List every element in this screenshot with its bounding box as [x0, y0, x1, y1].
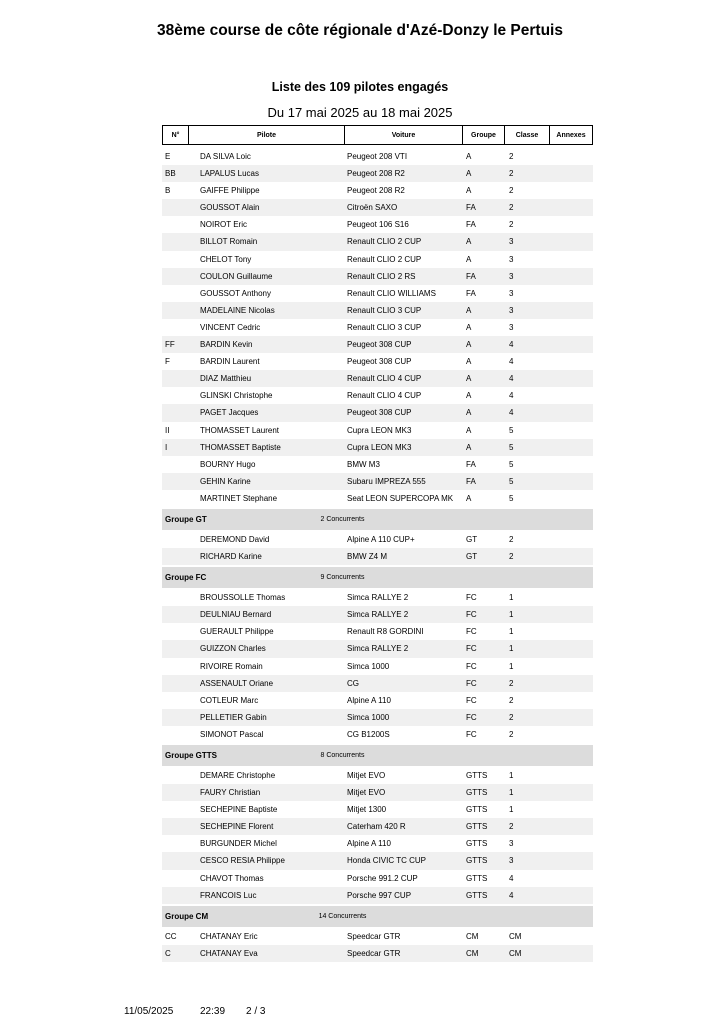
pilot-name: BROUSSOLLE Thomas	[200, 593, 286, 603]
car-name: Simca RALLYE 2	[347, 593, 409, 603]
group-cell: GT	[466, 552, 478, 562]
group-cell: CM	[466, 948, 479, 958]
class-cell: 4	[509, 340, 514, 350]
pilot-name: RICHARD Karine	[200, 552, 262, 562]
class-cell: 2	[509, 203, 514, 213]
pilot-name: CHELOT Tony	[200, 254, 252, 264]
table-row	[162, 473, 593, 490]
group-name: Groupe GT	[165, 514, 207, 524]
class-cell: 4	[509, 408, 514, 418]
group-cell: FA	[466, 271, 476, 281]
group-cell: FC	[466, 661, 477, 671]
table-row	[162, 182, 593, 199]
table-row	[162, 404, 593, 421]
group-cell: FC	[466, 712, 477, 722]
footer-date: 11/05/2025	[124, 1006, 174, 1017]
class-cell: CM	[509, 948, 522, 958]
pilot-name: SECHEPINE Florent	[200, 822, 274, 832]
table-row	[162, 726, 593, 743]
pilot-name: BILLOT Romain	[200, 237, 258, 247]
pilot-name: GLINSKI Christophe	[200, 391, 273, 401]
pilot-name: DA SILVA Loic	[200, 152, 251, 161]
header-number: N°	[163, 126, 189, 144]
table-row	[162, 623, 593, 640]
table-row	[162, 606, 593, 623]
table-row	[162, 870, 593, 887]
class-cell: 5	[509, 442, 514, 452]
group-cell: GT	[466, 534, 478, 544]
group-cell: A	[466, 493, 472, 503]
car-name: CG	[347, 678, 359, 688]
group-cell: A	[466, 340, 472, 350]
pilot-name: BARDIN Laurent	[200, 357, 260, 367]
pilot-name: BARDIN Kevin	[200, 340, 253, 350]
car-name: BMW M3	[347, 459, 380, 469]
table-row	[162, 285, 593, 302]
pilot-name: CHATANAY Eva	[200, 948, 258, 958]
group-cell: CM	[466, 931, 479, 941]
header-car: Voiture	[345, 126, 463, 144]
pilot-number: E	[165, 152, 171, 161]
pilot-name: LAPALUS Lucas	[200, 169, 259, 179]
class-cell: 1	[509, 661, 514, 671]
table-row	[162, 887, 593, 904]
car-name: Caterham 420 R	[347, 822, 406, 832]
pilot-name: GUERAULT Philippe	[200, 627, 274, 637]
pilot-name: ASSENAULT Oriane	[200, 678, 274, 688]
car-name: Simca 1000	[347, 661, 390, 671]
group-cell: FA	[466, 459, 476, 469]
car-name: Speedcar GTR	[347, 931, 401, 941]
pilot-name: COULON Guillaume	[200, 271, 273, 281]
pilot-name: NOIROT Eric	[200, 220, 247, 230]
class-cell: 3	[509, 254, 514, 264]
pilot-name: BOURNY Hugo	[200, 459, 256, 469]
car-name: Speedcar GTR	[347, 948, 401, 958]
class-cell: 4	[509, 374, 514, 384]
pilot-name: CHAVOT Thomas	[200, 873, 264, 883]
group-cell: FA	[466, 220, 476, 230]
pilot-number: F	[165, 357, 170, 367]
pilot-name: CESCO RESIA Philippe	[200, 856, 285, 866]
table-row	[162, 233, 593, 250]
table-row	[162, 199, 593, 216]
pilot-name: DEMARE Christophe	[200, 771, 276, 780]
pilot-name: DEULNIAU Bernard	[200, 610, 272, 620]
car-name: Subaru IMPREZA 555	[347, 476, 426, 486]
table-row	[162, 216, 593, 233]
group-name: Groupe FC	[165, 573, 207, 583]
group-header	[162, 745, 593, 766]
pilot-name: COTLEUR Marc	[200, 695, 259, 705]
class-cell: 3	[509, 271, 514, 281]
group-cell: FC	[466, 695, 477, 705]
car-name: Peugeot 208 VTI	[347, 152, 408, 161]
pilot-name: PELLETIER Gabin	[200, 712, 267, 722]
class-cell: 2	[509, 552, 514, 562]
car-name: Cupra LEON MK3	[347, 442, 412, 452]
car-name: Mitjet 1300	[347, 805, 387, 815]
class-cell: 2	[509, 534, 514, 544]
class-cell: 2	[509, 169, 514, 179]
document-subtitle: Liste des 109 pilotes engagés	[271, 80, 449, 94]
pilot-name: MARTINET Stephane	[200, 493, 278, 503]
header-class: Classe	[505, 126, 550, 144]
class-cell: CM	[509, 931, 522, 941]
car-name: Renault CLIO 3 CUP	[347, 305, 422, 315]
table-row	[162, 268, 593, 285]
car-name: Renault CLIO 4 CUP	[347, 391, 422, 401]
group-cell: FC	[466, 644, 477, 654]
class-cell: 2	[509, 695, 514, 705]
table-row	[162, 589, 593, 606]
pilot-number: II	[165, 425, 170, 435]
pilot-table	[162, 148, 593, 962]
table-row	[162, 422, 593, 439]
pilot-number: B	[165, 186, 171, 196]
group-count: 9 Concurrents	[320, 574, 365, 582]
class-cell: 2	[509, 729, 514, 739]
class-cell: 1	[509, 644, 514, 654]
table-row	[162, 336, 593, 353]
pilot-number: FF	[165, 340, 175, 350]
table-row	[162, 490, 593, 507]
pilot-name: FRANCOIS Luc	[200, 890, 257, 900]
table-row	[162, 640, 593, 657]
class-cell: 1	[509, 788, 514, 798]
table-row	[162, 251, 593, 268]
pilot-name: GUIZZON Charles	[200, 644, 266, 654]
group-cell: FC	[466, 627, 477, 637]
group-cell: FA	[466, 203, 476, 213]
table-row	[162, 439, 593, 456]
table-row	[162, 835, 593, 852]
group-cell: FA	[466, 288, 476, 298]
class-cell: 4	[509, 357, 514, 367]
class-cell: 5	[509, 425, 514, 435]
class-cell: 1	[509, 593, 514, 603]
table-row	[162, 148, 593, 165]
pilot-name: GAIFFE Philippe	[200, 186, 260, 196]
pilot-name: MADELAINE Nicolas	[200, 305, 275, 315]
group-cell: GTTS	[466, 856, 488, 866]
pilot-number: I	[165, 442, 168, 452]
pilot-name: SIMONOT Pascal	[200, 729, 264, 739]
group-cell: FC	[466, 610, 477, 620]
car-name: Renault CLIO 3 CUP	[347, 322, 422, 332]
pilot-name: VINCENT Cedric	[200, 322, 261, 332]
header-pilot: Pilote	[189, 126, 345, 144]
group-cell: GTTS	[466, 771, 488, 780]
class-cell: 2	[509, 822, 514, 832]
car-name: Peugeot 208 R2	[347, 186, 405, 196]
group-cell: A	[466, 186, 472, 196]
group-cell: FC	[466, 678, 477, 688]
pilot-name: THOMASSET Baptiste	[200, 442, 281, 452]
group-name: Groupe GTTS	[165, 751, 217, 760]
car-name: CG B1200S	[347, 729, 390, 739]
car-name: Mitjet EVO	[347, 771, 386, 780]
group-cell: FC	[466, 729, 477, 739]
group-cell: A	[466, 254, 472, 264]
car-name: Simca 1000	[347, 712, 390, 722]
class-cell: 2	[509, 186, 514, 196]
table-row	[162, 928, 593, 945]
class-cell: 4	[509, 873, 514, 883]
table-row	[162, 675, 593, 692]
class-cell: 4	[509, 890, 514, 900]
header-annexes: Annexes	[556, 131, 586, 139]
car-name: Renault CLIO 2 RS	[347, 271, 416, 281]
car-name: Peugeot 106 S16	[347, 220, 409, 230]
group-count: 14 Concurrents	[318, 912, 367, 920]
pilot-number: BB	[165, 169, 176, 179]
group-cell: GTTS	[466, 788, 488, 798]
group-count: 8 Concurrents	[320, 752, 365, 759]
group-cell: A	[466, 305, 472, 315]
car-name: Alpine A 110	[347, 695, 391, 705]
car-name: Renault CLIO 4 CUP	[347, 374, 422, 384]
car-name: Mitjet EVO	[347, 788, 386, 798]
table-row	[162, 387, 593, 404]
table-row	[162, 456, 593, 473]
car-name: Alpine A 110 CUP+	[347, 534, 415, 544]
car-name: Peugeot 308 CUP	[347, 357, 412, 367]
pilot-name: THOMASSET Laurent	[200, 425, 279, 435]
footer-page: 2 / 3	[246, 1006, 266, 1017]
group-header	[162, 567, 593, 588]
class-cell: 2	[509, 152, 514, 161]
group-cell: A	[466, 442, 472, 452]
pilot-name: GEHIN Karine	[200, 476, 251, 486]
group-header	[162, 906, 593, 927]
class-cell: 1	[509, 627, 514, 637]
table-row	[162, 945, 593, 962]
table-row	[162, 784, 593, 801]
table-row	[162, 548, 593, 565]
car-name: Honda CIVIC TC CUP	[347, 856, 426, 866]
group-header	[162, 509, 593, 530]
table-row	[162, 692, 593, 709]
class-cell: 3	[509, 322, 514, 332]
car-name: Simca RALLYE 2	[347, 644, 409, 654]
table-row	[162, 818, 593, 835]
car-name: Peugeot 308 CUP	[347, 340, 412, 350]
class-cell: 5	[509, 476, 514, 486]
class-cell: 4	[509, 391, 514, 401]
group-cell: A	[466, 169, 472, 179]
group-cell: A	[466, 322, 472, 332]
pilot-name: GOUSSOT Alain	[200, 203, 260, 213]
car-name: Cupra LEON MK3	[347, 425, 412, 435]
footer-time: 22:39	[200, 1006, 226, 1017]
table-row	[162, 852, 593, 869]
group-cell: A	[466, 408, 472, 418]
pilot-name: RIVOIRE Romain	[200, 661, 263, 671]
car-name: Renault R8 GORDINI	[347, 627, 424, 637]
group-cell: GTTS	[466, 873, 488, 883]
date-range: Du 17 mai 2025 au 18 mai 2025	[267, 105, 453, 120]
class-cell: 3	[509, 839, 514, 849]
document-title: 38ème course de côte régionale d'Azé-Donzy le Pertuis	[157, 22, 563, 39]
group-cell: FC	[466, 593, 477, 603]
class-cell: 1	[509, 805, 514, 815]
class-cell: 1	[509, 610, 514, 620]
pilot-name: DEREMOND David	[200, 534, 270, 544]
pilot-name: CHATANAY Eric	[200, 931, 258, 941]
table-row	[162, 319, 593, 336]
pilot-name: GOUSSOT Anthony	[200, 288, 271, 298]
class-cell: 2	[509, 220, 514, 230]
car-name: Porsche 997 CUP	[347, 890, 412, 900]
class-cell: 3	[509, 237, 514, 247]
pilot-name: PAGET Jacques	[200, 408, 259, 418]
group-cell: A	[466, 374, 472, 384]
class-cell: 3	[509, 856, 514, 866]
table-row	[162, 531, 593, 548]
group-count: 2 Concurrents	[320, 515, 365, 523]
car-name: Seat LEON SUPERCOPA MK	[347, 493, 454, 503]
pilot-name: SECHEPINE Baptiste	[200, 805, 278, 815]
pilot-number: CC	[165, 931, 177, 941]
group-cell: GTTS	[466, 839, 488, 849]
header-group: Groupe	[463, 126, 505, 144]
car-name: Alpine A 110	[347, 839, 391, 849]
table-row	[162, 353, 593, 370]
group-cell: GTTS	[466, 890, 488, 900]
group-cell: A	[466, 237, 472, 247]
car-name: Peugeot 308 CUP	[347, 408, 412, 418]
table-header	[162, 125, 593, 145]
table-row	[162, 709, 593, 726]
car-name: Peugeot 208 R2	[347, 169, 405, 179]
group-cell: A	[466, 357, 472, 367]
class-cell: 1	[509, 771, 514, 780]
group-cell: A	[466, 152, 472, 161]
table-row	[162, 302, 593, 319]
car-name: Renault CLIO 2 CUP	[347, 254, 422, 264]
car-name: Simca RALLYE 2	[347, 610, 409, 620]
table-row	[162, 165, 593, 182]
table-row	[162, 370, 593, 387]
group-cell: GTTS	[466, 805, 488, 815]
class-cell: 2	[509, 712, 514, 722]
class-cell: 2	[509, 678, 514, 688]
car-name: BMW Z4 M	[347, 552, 387, 562]
car-name: Citroën SAXO	[347, 203, 398, 213]
table-row	[162, 658, 593, 675]
pilot-number: C	[165, 948, 171, 958]
group-cell: FA	[466, 476, 476, 486]
group-cell: A	[466, 425, 472, 435]
car-name: Renault CLIO 2 CUP	[347, 237, 422, 247]
group-cell: A	[466, 391, 472, 401]
car-name: Renault CLIO WILLIAMS	[347, 288, 436, 298]
table-row	[162, 801, 593, 818]
class-cell: 3	[509, 288, 514, 298]
group-cell: GTTS	[466, 822, 488, 832]
class-cell: 5	[509, 459, 514, 469]
car-name: Porsche 991.2 CUP	[347, 873, 418, 883]
table-row	[162, 767, 593, 784]
pilot-name: DIAZ Matthieu	[200, 374, 252, 384]
pilot-name: BURGUNDER Michel	[200, 839, 277, 849]
class-cell: 3	[509, 305, 514, 315]
group-name: Groupe CM	[165, 911, 209, 921]
pilot-name: FAURY Christian	[200, 788, 261, 798]
class-cell: 5	[509, 493, 514, 503]
